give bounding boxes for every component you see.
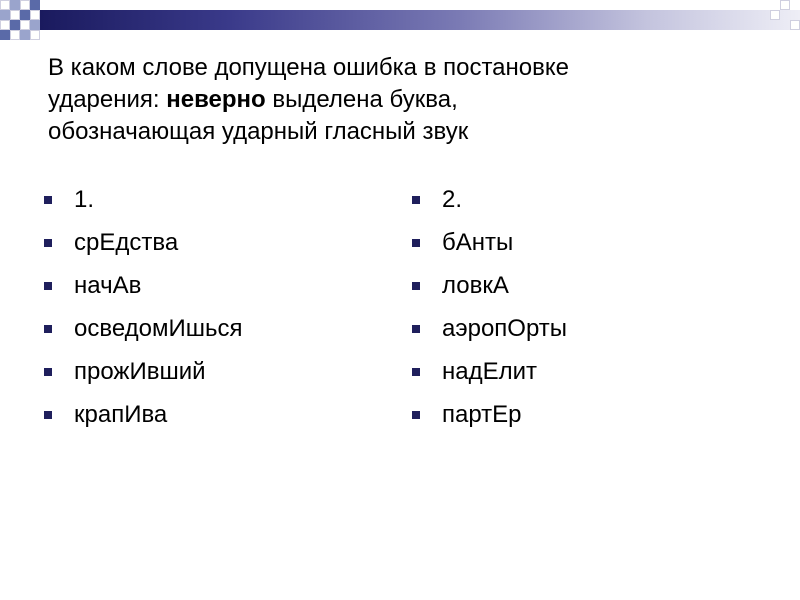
square-bullet-icon [412,196,420,204]
list-item-text: начАв [74,271,142,299]
decor-square [790,20,800,30]
decor-square [10,20,20,30]
square-bullet-icon [412,239,420,247]
list-item [412,178,712,221]
list-item-text: бАнты [442,228,514,256]
list-item [44,221,344,264]
decor-square [780,0,790,10]
slide-title [48,52,748,148]
decor-square [10,0,20,10]
list-item [412,393,712,436]
header-gradient-band [40,10,800,30]
title-emphasis: неверно [166,86,266,113]
list-item [44,178,344,221]
square-bullet-icon [44,239,52,247]
decor-square [20,0,30,10]
decor-square [30,20,40,30]
list-item-text: 2. [442,185,463,213]
list-item [44,264,344,307]
list-item [412,221,712,264]
right-column [412,178,712,436]
title-line-2-end: выделена буква, [265,86,458,113]
decor-square [10,30,20,40]
decor-square [770,10,780,20]
decor-square [20,30,30,40]
list-item-text: осведомИшься [74,314,243,342]
square-bullet-icon [44,196,52,204]
square-bullet-icon [412,282,420,290]
square-bullet-icon [412,325,420,333]
square-bullet-icon [412,411,420,419]
decor-square [0,30,10,40]
header-decoration [0,0,800,40]
square-bullet-icon [44,411,52,419]
list-item-text: партЕр [442,400,522,428]
decor-square [0,0,10,10]
title-line-2-start: ударения: [48,86,167,113]
list-item [44,393,344,436]
list-item-text: ловкА [442,271,509,299]
square-bullet-icon [44,368,52,376]
list-item-text: прожИвший [74,357,206,385]
square-bullet-icon [44,282,52,290]
decor-square [20,10,30,20]
decor-square [10,10,20,20]
list-item [412,264,712,307]
title-line-2 [48,84,748,116]
decor-square [30,30,40,40]
list-item-text: крапИва [74,400,168,428]
decor-square [30,10,40,20]
list-item [44,307,344,350]
list-item-text: аэропОрты [442,314,568,342]
decor-square [30,0,40,10]
title-line-1: В каком слове допущена ошибка в постановке [48,54,569,81]
list-item-text: надЕлит [442,357,538,385]
list-item-text: срЕдства [74,228,179,256]
decor-square [20,20,30,30]
square-bullet-icon [412,368,420,376]
list-item [412,307,712,350]
left-column [44,178,344,436]
list-item-text: 1. [74,185,95,213]
title-line-3: обозначающая ударный гласный звук [48,118,469,145]
list-item [44,350,344,393]
decor-square [0,20,10,30]
square-bullet-icon [44,325,52,333]
decor-square [0,10,10,20]
list-item [412,350,712,393]
